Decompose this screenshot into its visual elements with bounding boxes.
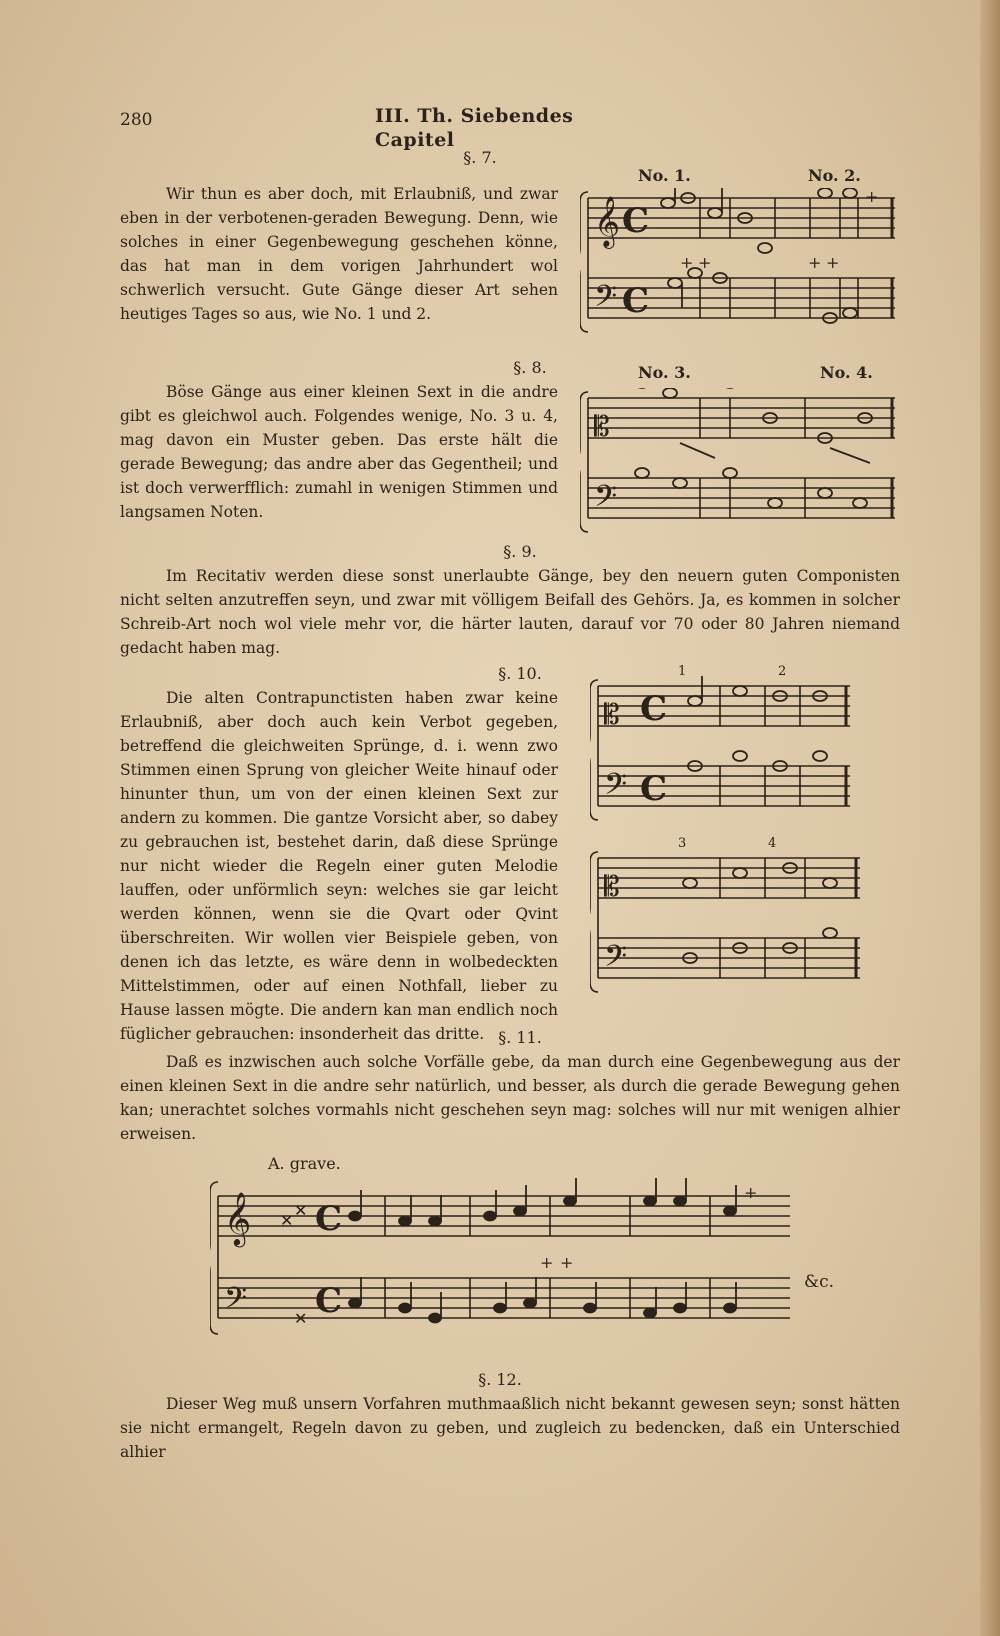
example-4-label: 4 (768, 836, 777, 851)
example-no3-label: No. 3. (638, 363, 691, 382)
music-staff-3-4 (590, 848, 870, 998)
section-9-text (120, 564, 900, 660)
music-example-3-4 (590, 848, 870, 998)
section-7-text (120, 182, 558, 326)
svg-text:+: + (680, 253, 694, 272)
section-8-text (120, 380, 558, 524)
section-11-heading: §. 11. (498, 1028, 542, 1047)
section-12-heading: §. 12. (478, 1370, 522, 1389)
section-12-paragraph: Dieser Weg muß unsern Vorfahren muthmaaßlich nicht bekannt gewesen seyn; sonst hätten sie nicht ermangelt, Regeln davon zu geben, und zugleich zu bedencken, daß ein Unterschied alhier (120, 1395, 900, 1461)
svg-text:C: C (622, 281, 650, 321)
etc-mark: &c. (804, 1272, 835, 1292)
music-staff-no1-no2 (580, 188, 905, 338)
svg-text:+: + (560, 1253, 574, 1272)
svg-text:𝄡: 𝄡 (604, 870, 620, 903)
music-example-no3-no4 (580, 388, 905, 538)
svg-text:𝄢: 𝄢 (594, 280, 618, 321)
svg-text:𝄢: 𝄢 (604, 940, 628, 981)
svg-text:C: C (640, 769, 668, 809)
example-no2-label: No. 2. (808, 166, 861, 185)
section-7-paragraph: Wir thun es aber doch, mit Erlaubniß, und zwar eben in der verbotenen-geraden Bewegung. Denn, wie solches in einer Gegenbewegung geschehen könne, das hat man in dem vorigen Jahrhundert wol schwerlich versucht. Gute Gänge dieser Art sehen heutiges Tages so aus, wie No. 1 und 2. (120, 185, 558, 323)
example-1-label: 1 (678, 664, 687, 679)
svg-text:+: + (540, 1253, 554, 1272)
page-number: 280 (120, 110, 153, 130)
svg-text:𝄡: 𝄡 (604, 698, 620, 731)
music-example-1-2 (590, 676, 860, 826)
section-11-text (120, 1050, 900, 1146)
music-staff-1-2 (590, 676, 860, 826)
svg-text:C: C (640, 689, 668, 729)
svg-text:✕: ✕ (294, 1309, 308, 1328)
svg-text:𝄡: 𝄡 (594, 410, 610, 443)
section-9-heading: §. 9. (503, 542, 537, 561)
example-no1-label: No. 1. (638, 166, 691, 185)
example-no4-label: No. 4. (820, 363, 873, 382)
svg-text:C: C (315, 1281, 343, 1321)
svg-text:C: C (622, 201, 650, 241)
svg-text:𝄢: 𝄢 (594, 480, 618, 521)
section-9-paragraph: Im Recitativ werden diese sonst unerlaubte Gänge, bey den neuern guten Componisten nicht selten anzutreffen seyn, und zwar mit völligem Beifall des Gehörs. Ja, es kommen in solcher Schreib-Art noch wol viele mehr vor, die härter lauten, darauf vor 70 oder 80 Jahren niemand gedacht haben mag. (120, 567, 900, 657)
svg-text:✕: ✕ (294, 1201, 308, 1220)
svg-text:+: + (744, 1183, 758, 1202)
example-3-label: 3 (678, 836, 687, 851)
svg-text:C: C (315, 1199, 343, 1239)
example-2-label: 2 (778, 664, 787, 679)
section-8-paragraph: Böse Gänge aus einer kleinen Sext in die andre gibt es gleichwol auch. Folgendes wenige, No. 3 u. 4, mag davon ein Muster geben. Das erste hält die gerade Bewegung; das andre aber das Gegentheil; und ist doch verwerfflich: zumahl in wenigen Stimmen und langsamen Noten. (120, 383, 558, 521)
music-staff-a (210, 1178, 790, 1338)
section-12-text (120, 1392, 900, 1464)
running-title: III. Th. Siebendes Capitel (375, 105, 574, 151)
section-10-paragraph: Die alten Contrapunctisten haben zwar keine Erlaubniß, aber doch auch kein Verbot gegeben, betreffend die gleichweiten Sprünge, d. i. wenn zwo Stimmen einen Sprung von gleicher Weite hinauf oder hinunter thun, um von der einen kleinen Sext zur andern zu kommen. Die gantze Vorsicht aber, so dabey zu gebrauchen ist, bestehet darin, daß diese Sprünge nur nicht wieder die Regeln einer guten Melodie lauffen, oder unförmlich seyn: welches sie gar leicht werden können, wenn sie die Qvart oder Qvint überschreiten. Wir wollen vier Beispiele geben, von denen ich das letzte, es wäre denn in wolbedeckten Mittelstimmen, oder auf einen Nothfall, lieber zu Hause lassen mögte. Die andern kan man endlich noch füglicher gebrauchen: insonderheit das dritte. (120, 689, 558, 1043)
svg-text:𝄞: 𝄞 (594, 196, 621, 247)
section-10-heading: §. 10. (498, 664, 542, 683)
section-8-heading: §. 8. (513, 358, 547, 377)
svg-text:𝄢: 𝄢 (604, 768, 628, 809)
svg-text:𝄞: 𝄞 (224, 1191, 252, 1245)
svg-text:+: + (826, 253, 840, 272)
page-header (120, 104, 640, 151)
svg-text:+: + (865, 188, 879, 206)
svg-text:𝄢: 𝄢 (224, 1282, 248, 1323)
svg-text:+: + (808, 253, 822, 272)
section-7-heading: §. 7. (463, 148, 497, 167)
music-example-a (210, 1178, 790, 1338)
page-edge (980, 0, 1000, 1636)
section-10-text (120, 686, 558, 1046)
svg-text:✕: ✕ (280, 1211, 294, 1230)
section-11-paragraph: Daß es inzwischen auch solche Vorfälle gebe, da man durch eine Gegenbewegung aus der einen kleinen Sext in die andre sehr natürlich, und besser, als durch die gerade Bewegung gehen kan; unerachtet solches vormahls nicht geschehen seyn mag: solches will nur mit wenigen alhier erweisen. (120, 1053, 900, 1143)
svg-text:+: + (698, 253, 712, 272)
example-a-label: A. grave. (268, 1154, 341, 1173)
music-staff-no3-no4 (580, 388, 905, 538)
music-example-no1-no2 (580, 188, 905, 338)
